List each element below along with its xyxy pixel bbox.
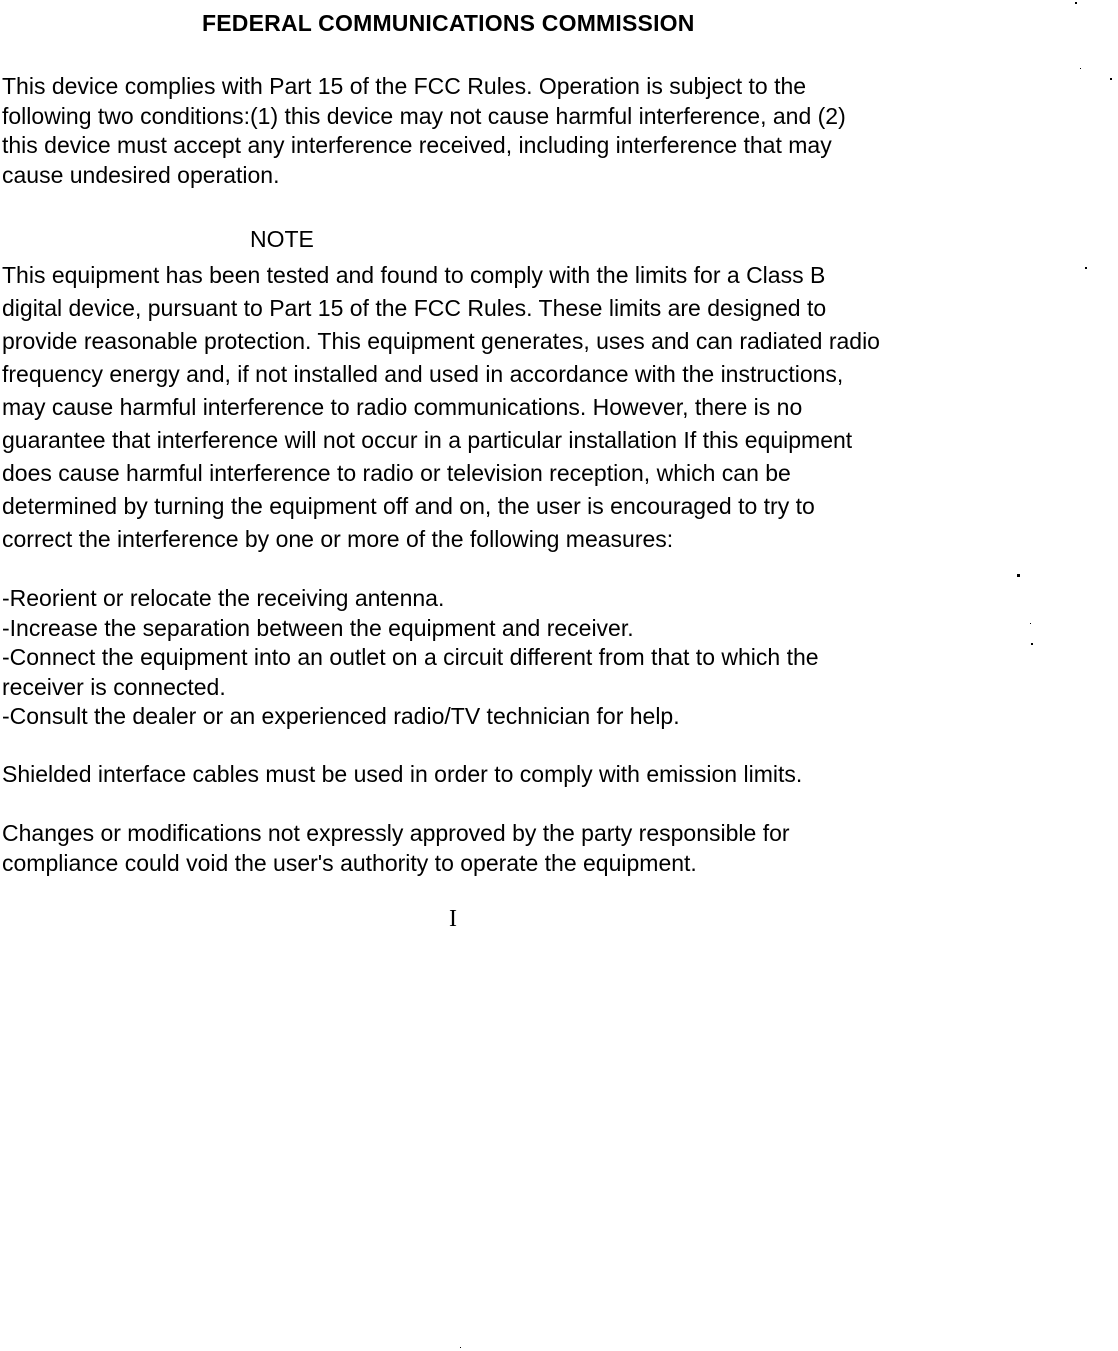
changes-line: compliance could void the user's authority to operate the equipment. [2, 849, 697, 876]
intro-line: this device must accept any interference received, including interference that may [2, 132, 832, 158]
note-line: correct the interference by one or more of the following measures: [2, 526, 674, 552]
note-line: provide reasonable protection. This equipment generates, uses and can radiated radio [2, 328, 880, 354]
intro-paragraph [2, 72, 846, 190]
intro-line: This device complies with Part 15 of the FCC Rules. Operation is subject to the [2, 73, 807, 99]
intro-line: cause undesired operation. [2, 161, 280, 188]
scan-speck [1110, 78, 1112, 80]
measure-item-continuation: receiver is connected. [2, 673, 226, 700]
scan-speck [1085, 267, 1087, 269]
document-title: FEDERAL COMMUNICATIONS COMMISSION [202, 10, 695, 36]
measure-item: -Reorient or relocate the receiving antenna. [2, 585, 445, 611]
intro-line: following two conditions:(1) this device may not cause harmful interference, and (2) [2, 102, 846, 129]
note-heading: NOTE [250, 226, 314, 252]
note-line: may cause harmful interference to radio communications. However, there is no [2, 394, 803, 420]
changes-paragraph [2, 819, 790, 878]
measures-list [2, 584, 819, 732]
measure-item: -Connect the equipment into an outlet on a circuit different from that to which the [2, 644, 819, 670]
note-line: This equipment has been tested and found to comply with the limits for a Class B [2, 262, 826, 288]
measure-item: -Increase the separation between the equipment and receiver. [2, 614, 634, 641]
note-line: does cause harmful interference to radio or television reception, which can be [2, 460, 791, 486]
page-number: I [449, 906, 457, 932]
shielded-cables-statement: Shielded interface cables must be used in order to comply with emission limits. [2, 761, 803, 787]
note-line: frequency energy and, if not installed and used in accordance with the instructions, [2, 361, 844, 387]
scan-speck [460, 1347, 461, 1348]
note-line: guarantee that interference will not occur in a particular installation If this equipment [2, 427, 853, 453]
scan-speck [1017, 574, 1020, 577]
note-paragraph [2, 259, 880, 556]
measure-item: -Consult the dealer or an experienced radio/TV technician for help. [2, 703, 680, 729]
scan-speck [1080, 68, 1081, 69]
changes-line: Changes or modifications not expressly approved by the party responsible for [2, 820, 790, 846]
scan-speck [1075, 2, 1077, 4]
note-line: determined by turning the equipment off and on, the user is encouraged to try to [2, 493, 815, 519]
note-line: digital device, pursuant to Part 15 of the FCC Rules. These limits are designed to [2, 295, 827, 321]
scan-speck [1030, 623, 1031, 624]
scan-speck [1031, 643, 1033, 645]
